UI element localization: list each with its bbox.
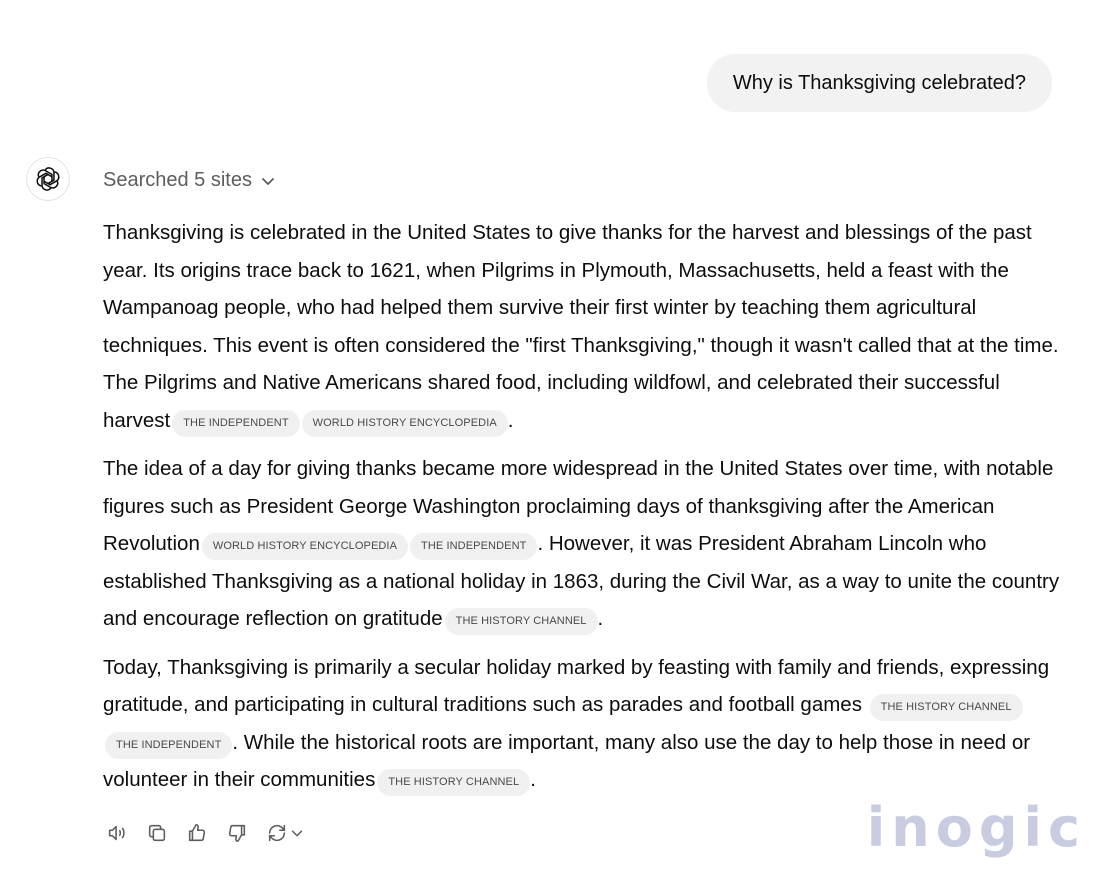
assistant-answer xyxy=(103,214,1063,810)
regenerate-button[interactable] xyxy=(264,820,306,846)
searched-sites-label: Searched 5 sites xyxy=(103,169,252,191)
copy-icon xyxy=(146,822,168,844)
citation-chip[interactable]: THE INDEPENDENT xyxy=(410,533,537,560)
thumbs-up-icon xyxy=(186,822,208,844)
citation-chip[interactable]: THE HISTORY CHANNEL xyxy=(445,608,598,635)
searched-sites-toggle[interactable] xyxy=(103,169,276,192)
answer-text: . xyxy=(530,768,536,791)
answer-text: . However, it was President Abraham Lincoln who established Thanksgiving as a national holiday in 1863, during the Civil War, as a way to unite the country and encourage reflection on gratitude xyxy=(103,532,1060,630)
speaker-icon xyxy=(106,822,128,844)
user-message-bubble xyxy=(707,54,1052,112)
thumbs-down-icon xyxy=(226,822,248,844)
citation-chip[interactable]: THE HISTORY CHANNEL xyxy=(870,694,1023,721)
user-message-text: Why is Thanksgiving celebrated? xyxy=(732,72,1026,94)
chevron-down-icon xyxy=(290,826,304,840)
answer-text: . xyxy=(597,607,604,630)
answer-text: . While the historical roots are important, many also use the day to help those in need or volunteer in their communities xyxy=(103,730,1031,791)
citation-chip[interactable]: WORLD HISTORY ENCYCLOPEDIA xyxy=(202,533,408,560)
copy-button[interactable] xyxy=(144,820,170,846)
good-response-button[interactable] xyxy=(184,820,210,846)
response-actions xyxy=(104,820,306,846)
citation-chip[interactable]: THE INDEPENDENT xyxy=(105,732,232,759)
watermark-logo xyxy=(867,796,1086,859)
answer-text: Thanksgiving is celebrated in the United States to give thanks for the harvest and blessings of the past year. Its origins trace back to 1621, when Pilgrims in Plymouth, Massachusetts, held a feast with the Wampanoag people, who had helped them survive their first winter by teaching them agricultural techniques. This event is often considered the "first Thanksgiving," though it wasn't called that at the time. The Pilgrims and Native Americans shared food, including wildfowl, and celebrated their successful harvest xyxy=(103,221,1059,432)
answer-paragraph xyxy=(103,214,1063,439)
answer-paragraph xyxy=(103,649,1063,799)
watermark-text: inogic xyxy=(866,796,1086,859)
answer-paragraph xyxy=(103,450,1063,638)
assistant-avatar xyxy=(26,157,70,201)
answer-text: Today, Thanksgiving is primarily a secular holiday marked by feasting with family and friends, expressing gratitude, and participating in cultural traditions such as parades and football games xyxy=(103,655,1050,716)
bad-response-button[interactable] xyxy=(224,820,250,846)
citation-chip[interactable]: WORLD HISTORY ENCYCLOPEDIA xyxy=(302,410,508,437)
citation-chip[interactable]: THE INDEPENDENT xyxy=(172,410,299,437)
read-aloud-button[interactable] xyxy=(104,820,130,846)
openai-logo-icon xyxy=(35,166,61,192)
answer-text: The idea of a day for giving thanks became more widespread in the United States over time, with notable figures such as President George Washington proclaiming days of thanksgiving after the American Revolution xyxy=(103,457,1054,555)
refresh-icon xyxy=(266,822,288,844)
chevron-down-icon xyxy=(260,173,276,189)
answer-text: . xyxy=(507,408,514,432)
citation-chip[interactable]: THE HISTORY CHANNEL xyxy=(377,769,530,796)
